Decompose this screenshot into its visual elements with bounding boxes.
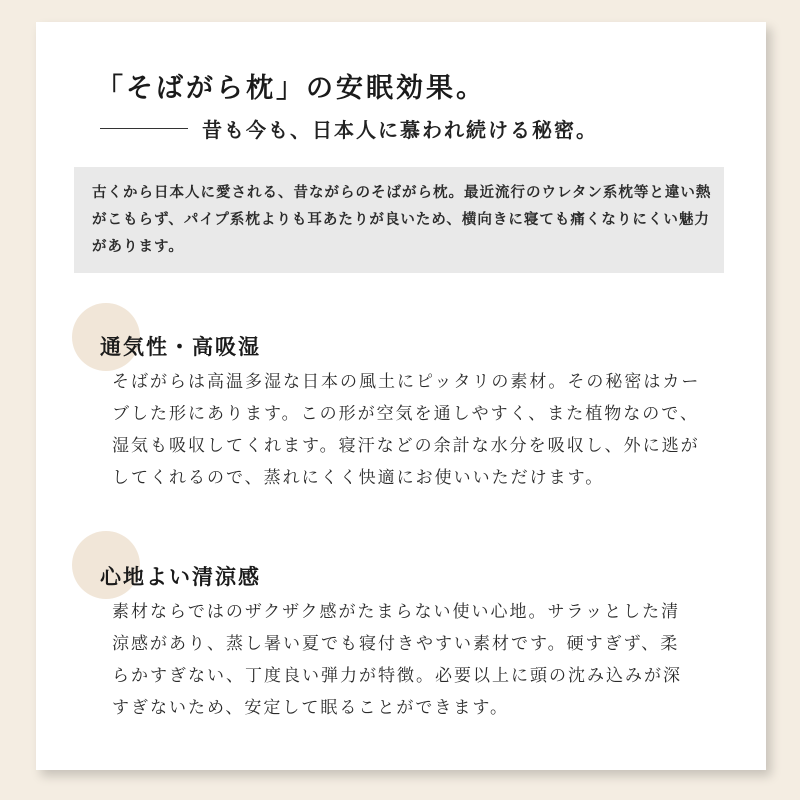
section-1-body: そばがらは高温多湿な日本の風土にピッタリの素材。その秘密はカーブした形にあります。この形が空気を通しやすく、また植物なので、湿気も吸収してくれます。寝汗などの余計な水分を吸収し、外に逃がしてくれるので、蒸れにくく快適にお使いいただけます。: [112, 372, 701, 488]
page-title: 「そばがら枕」の安眠効果。: [96, 73, 486, 104]
subtitle-rule: [100, 128, 188, 129]
section-2-body: 素材ならではのザクザク感がたまらない使い心地。サラッとした清涼感があり、蒸し暑い夏でも寝付きやすい素材です。硬すぎず、柔らかすぎない、丁度良い弾力が特徴。必要以上に頭の沈み込みが深すぎないため、安定して眠ることができます。: [112, 602, 682, 718]
section-1-heading: 通気性・高吸湿: [100, 334, 261, 359]
page-subtitle: 昔も今も、日本人に慕われ続ける秘密。: [202, 118, 598, 142]
intro-text: 古くから日本人に愛される、昔ながらのそばがら枕。最近流行のウレタン系枕等と違い熱がこもらず、パイプ系枕よりも耳あたりが良いため、横向きに寝ても痛くなりにくい魅力があります。: [92, 184, 712, 255]
intro-box: [74, 167, 724, 273]
section-2-heading: 心地よい清涼感: [100, 564, 261, 589]
